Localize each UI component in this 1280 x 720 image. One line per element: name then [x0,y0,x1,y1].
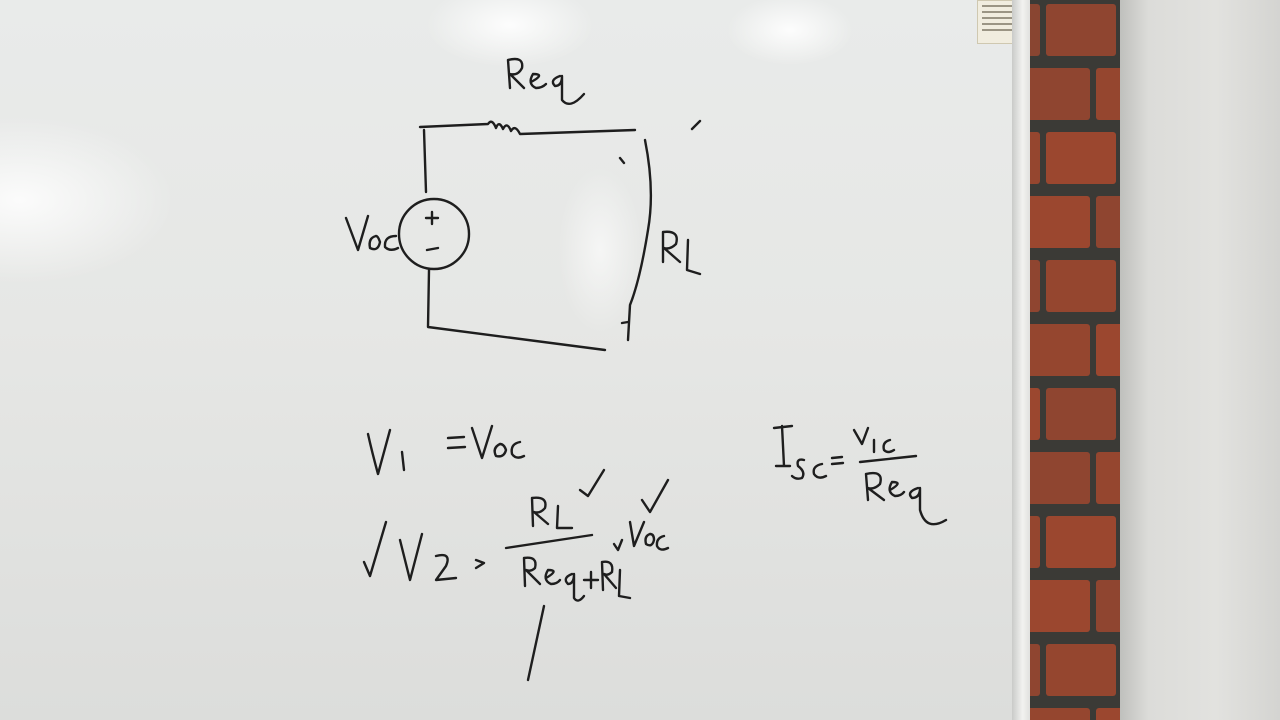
plus-sign [426,212,438,224]
label-req [508,59,584,104]
brick [1046,4,1116,56]
rl-tick [620,158,628,323]
minus-sign [427,248,438,250]
brick [1046,516,1116,568]
label-voc-source [346,216,398,250]
equation-v2 [364,470,668,680]
wall [1120,0,1280,720]
circuit-diagram [399,121,700,350]
voltage-source-circle [399,199,469,269]
equation-isc [774,426,946,524]
brick [1046,388,1116,440]
brick [1046,644,1116,696]
equation-v1 [368,426,524,474]
brick [1046,260,1116,312]
top-wire-req-resistor [420,122,635,134]
left-wire-bottom [428,270,605,350]
stray-mark [692,121,700,129]
fraction-bar [506,535,592,548]
brick [1046,132,1116,184]
left-wire-top [424,130,426,192]
sqrt-check [364,522,386,576]
rl-resistor-wire [628,140,651,340]
label-rl [663,232,700,274]
